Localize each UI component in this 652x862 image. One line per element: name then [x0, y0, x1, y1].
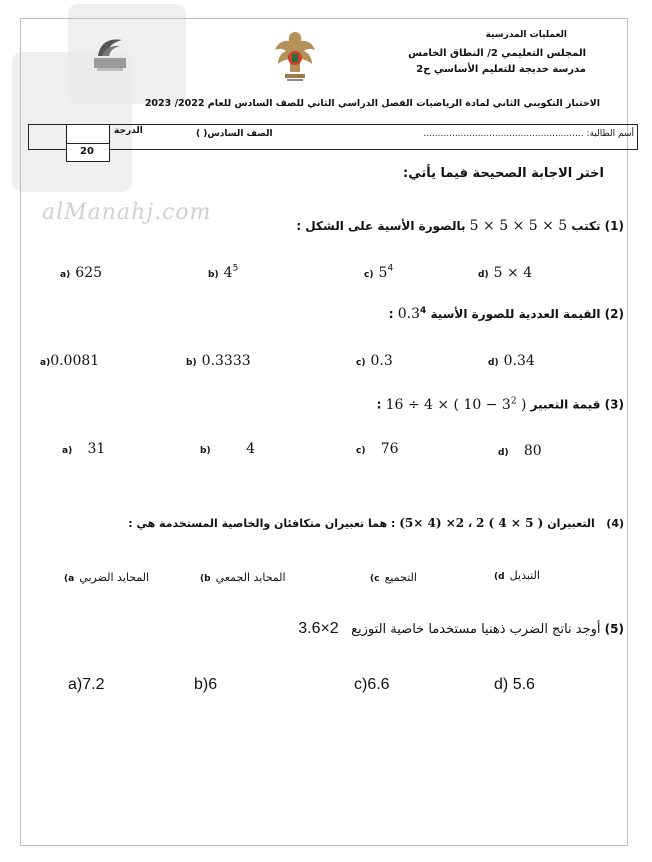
q4-option-d[interactable]: التبديل d) — [494, 569, 540, 582]
q5-option-c[interactable]: c)6.6 — [354, 676, 390, 693]
uae-emblem-icon — [272, 28, 318, 84]
q4-option-b[interactable]: المحايد الجمعي b) — [200, 571, 286, 584]
question-number: (3) — [604, 397, 624, 412]
q3-option-d[interactable]: d) 80 — [498, 443, 542, 459]
student-name-field: أسم الطالبة: ........................................................ — [423, 129, 634, 139]
question-text: تكتب — [571, 219, 601, 233]
q2-option-b[interactable]: b) 0.3333 — [186, 353, 251, 369]
q3-option-b[interactable]: b) 4 — [200, 441, 256, 457]
question-expression: 16 ÷ 4 × ( 10 − 3 — [385, 396, 511, 413]
watermark-text: alManahj.com — [42, 200, 212, 225]
question-text-tail: : هما تعبيران متكافئان والخاصية المستخدمة هي : — [128, 517, 396, 530]
question-tail: : — [388, 307, 394, 321]
class-field: الصف السادس( ) — [196, 129, 273, 139]
ministry-logo-icon — [88, 32, 132, 76]
q5-option-a[interactable]: a)7.2 — [68, 676, 105, 693]
q2-option-c[interactable]: c) 0.3 — [356, 353, 393, 369]
question-exponent: 4 — [419, 306, 427, 316]
question-1 — [296, 218, 624, 234]
question-5 — [298, 620, 624, 638]
question-expression: 5 × 5 × 5 × 5 — [469, 218, 568, 234]
q3-option-c[interactable]: c) 76 — [356, 441, 399, 457]
question-2 — [389, 306, 624, 322]
q2-option-a[interactable]: a)0.0081 — [40, 353, 100, 369]
question-text: القيمة العددية للصورة الأسية — [430, 307, 601, 321]
question-number: (1) — [604, 219, 624, 233]
grade-box — [66, 124, 110, 162]
q1-option-b[interactable]: b) $4^5$ — [208, 263, 239, 281]
q1-option-a[interactable]: a) 625 — [60, 265, 103, 281]
question-4: (4) التعبيران (5× 4) ×2 ، 2 ( 4 × 5 ) : هما تعبيران متكافئان والخاصية المستخدمة هي : — [128, 516, 624, 530]
question-text: أوجد ناتج الضرب ذهنيا مستخدما خاصية التوزيع — [351, 622, 601, 637]
q3-option-a[interactable]: a) 31 — [62, 441, 106, 457]
question-expression-2: 2 ( 4 × 5 ) — [475, 516, 544, 530]
q1-option-c[interactable]: c) $5^4$ — [364, 263, 394, 281]
question-expression-1: (5× 4) ×2 — [399, 516, 465, 530]
question-number: (4) — [606, 517, 624, 530]
question-number: (2) — [604, 307, 624, 321]
question-text: قيمة التعبير — [530, 397, 601, 412]
grade-label: الدرجة — [114, 126, 143, 136]
q1-option-d[interactable]: d) 5 × 4 — [478, 265, 533, 281]
header-ops-label: العمليات المدرسية — [485, 30, 567, 40]
question-text: التعبيران — [547, 517, 595, 530]
header-council-label: المجلس التعليمي 2/ النطاق الخامس — [408, 48, 586, 59]
grade-total: 20 — [80, 146, 94, 157]
header-school-label: مدرسة خديجة للتعليم الأساسي ح2 — [416, 64, 586, 75]
q5-option-d[interactable]: d) 5.6 — [494, 676, 535, 693]
q4-option-c[interactable]: التجميع c) — [370, 571, 417, 584]
question-number: (5) — [604, 622, 624, 636]
instruction-text: اختر الاجابة الصحيحة فيما يأتي: — [403, 166, 604, 181]
question-expression: 3.6×2 — [298, 620, 339, 637]
question-base: 0.3 — [397, 306, 420, 322]
question-exponent: 2 — [510, 396, 517, 406]
q5-option-b[interactable]: b)6 — [194, 676, 218, 693]
question-tail: : — [376, 397, 382, 412]
q4-option-a[interactable]: المحايد الضربي a) — [64, 571, 150, 584]
q2-option-d[interactable]: d) 0.34 — [488, 353, 535, 369]
question-3: (3) قيمة التعبير 16 ÷ 4 × ( $10 - 3^2$ ) : — [376, 396, 624, 413]
exam-title: الاختبار التكويني الثاني لمادة الرياضيات الفصل الدراسي الثاني للصف السادس للعام 2022/ 2023 — [144, 98, 600, 109]
question-text-tail: بالصورة الأسية على الشكل : — [296, 219, 466, 233]
